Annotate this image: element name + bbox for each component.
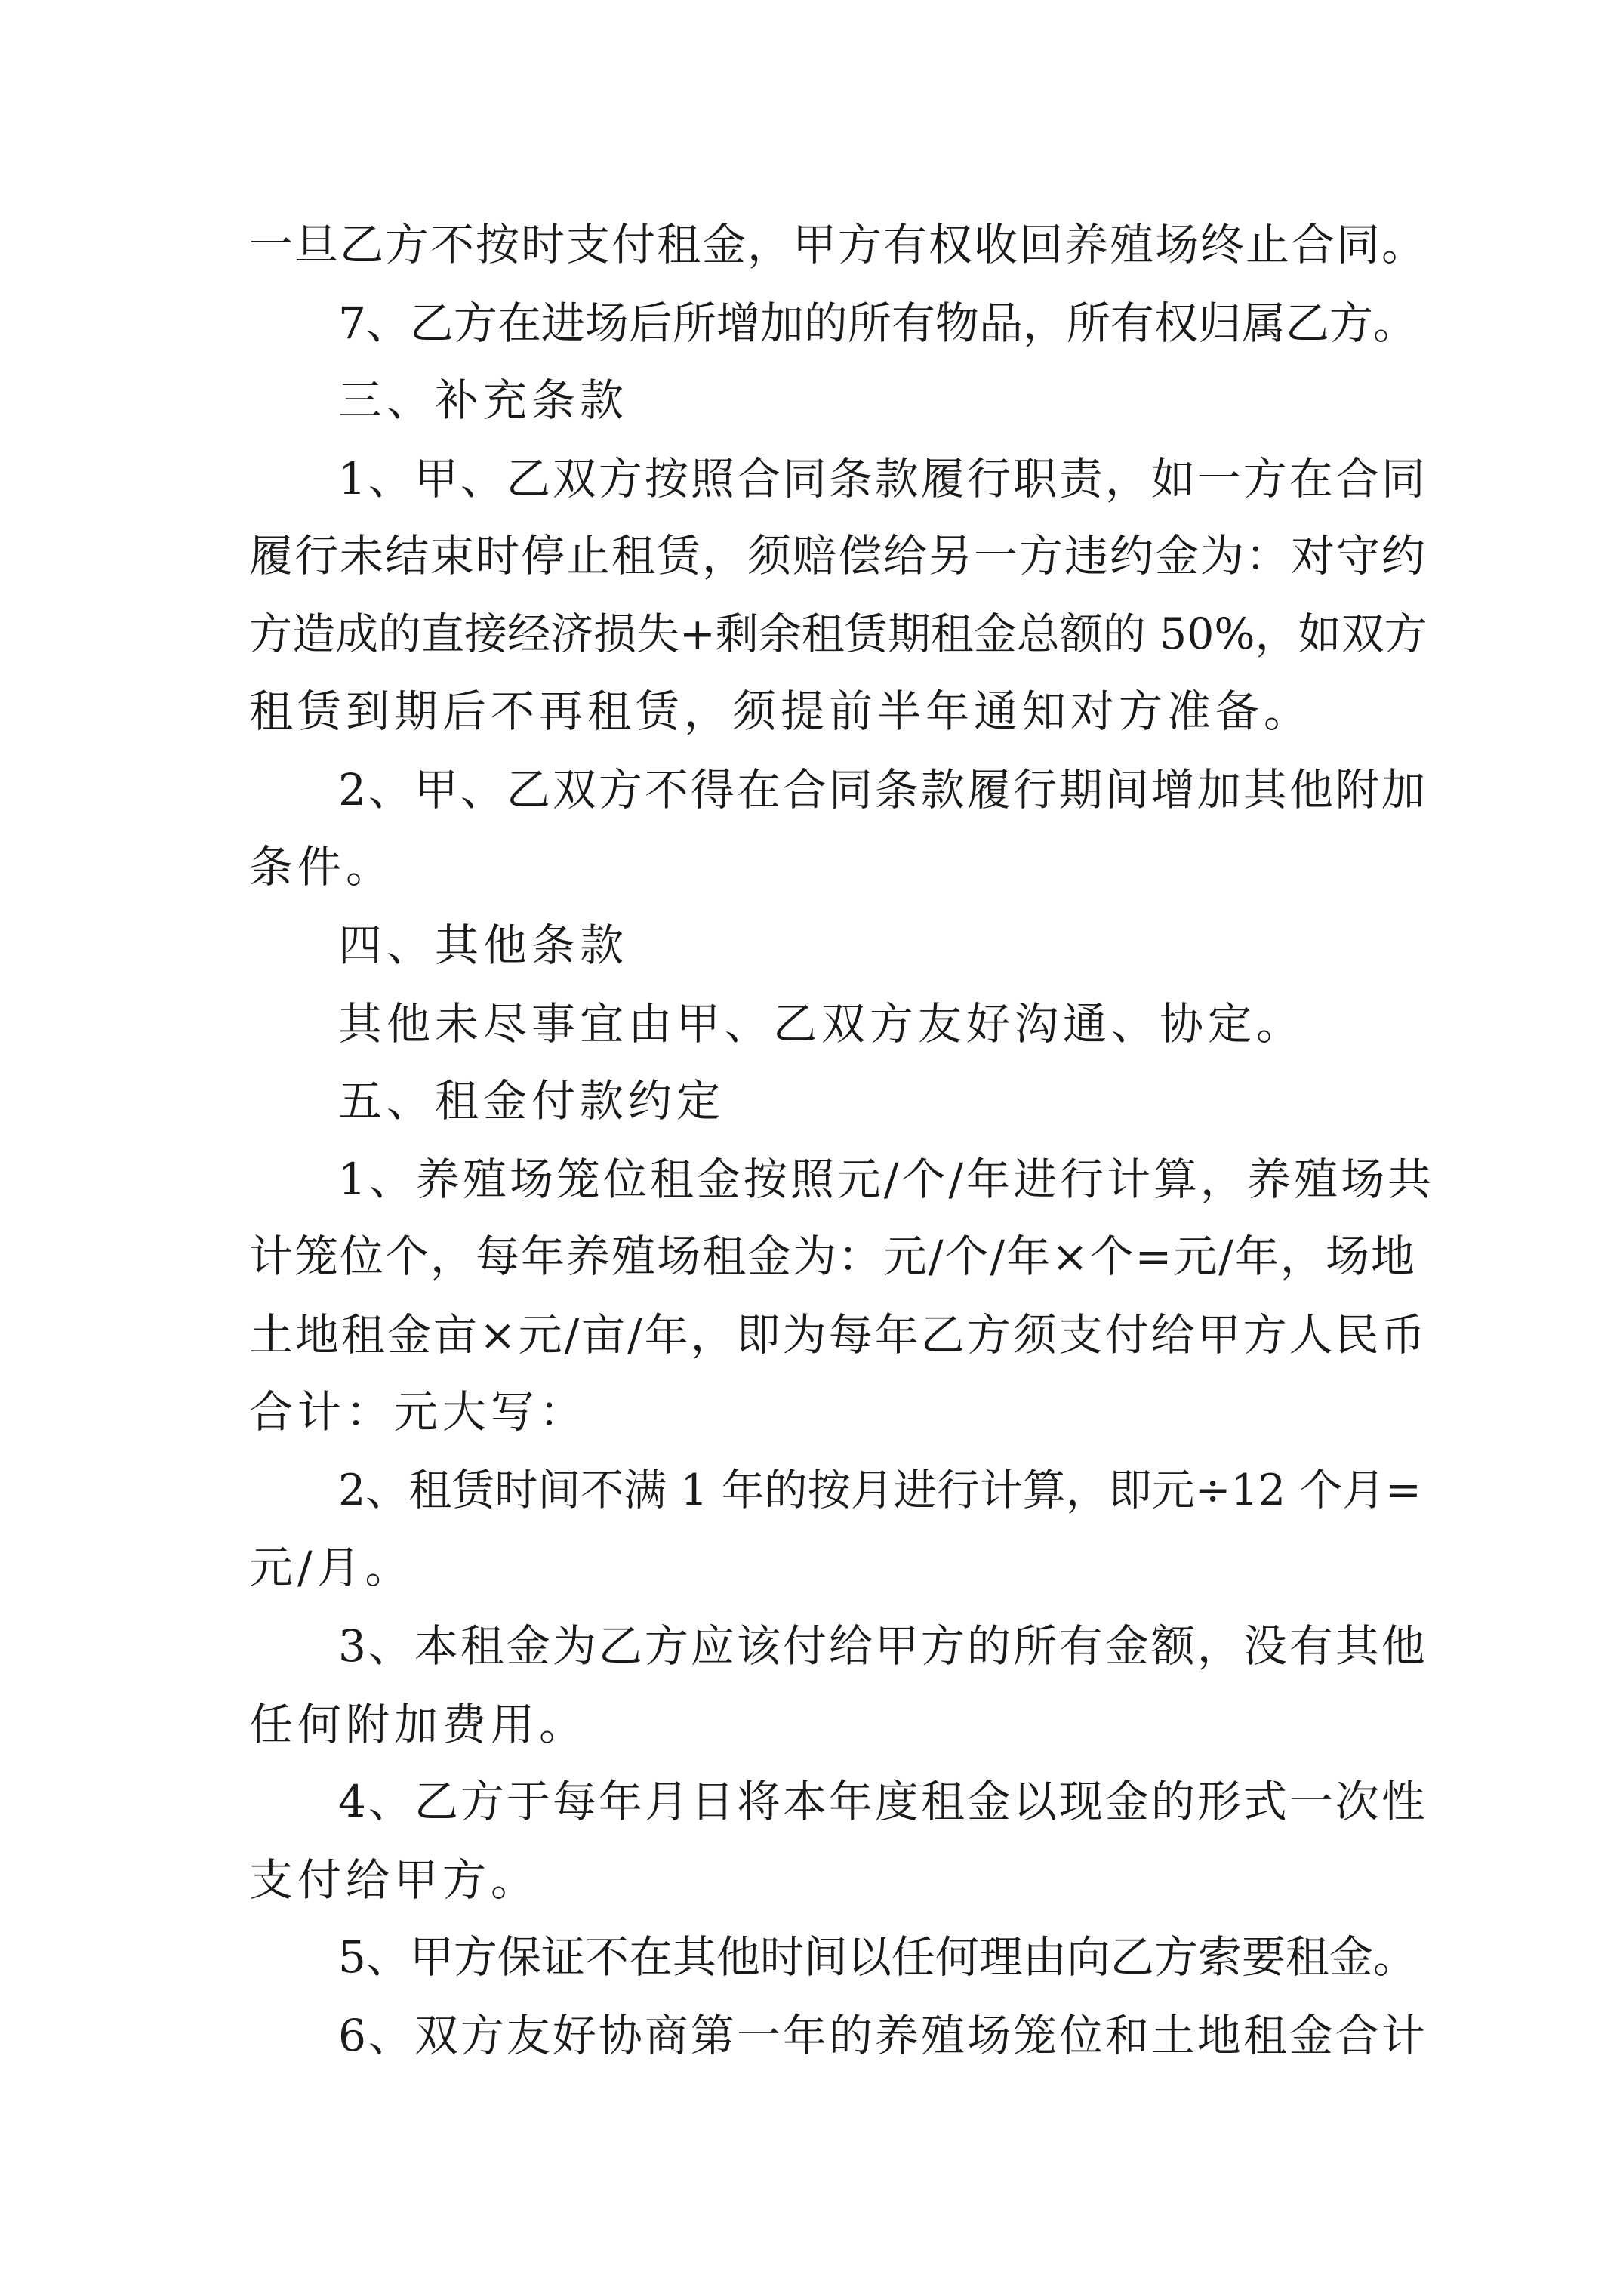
- text-line: 3、本租金为乙方应该付给甲方的所有金额，没有其他: [338, 1620, 1427, 1672]
- text-line: 2、租赁时间不满 1 年的按月进行计算，即元÷12 个月=: [338, 1465, 1421, 1515]
- section-heading: 四、其他条款: [338, 920, 629, 971]
- section-heading: 三、补充条款: [338, 374, 629, 426]
- text-line: 条件。: [249, 841, 395, 892]
- text-line: 4、乙方于每年月日将本年度租金以现金的形式一次性: [338, 1776, 1427, 1827]
- text-line: 7、乙方在进场后所增加的所有物品，所有权归属乙方。: [338, 297, 1417, 349]
- text-line: 6、双方友好协商第一年的养殖场笼位和土地租金合计: [338, 2010, 1427, 2061]
- text-line: 合计：元大写：: [249, 1386, 588, 1438]
- text-line: 1、养殖场笼位租金按照元/个/年进行计算，养殖场共: [338, 1154, 1434, 1205]
- text-line: 支付给甲方。: [249, 1854, 540, 1906]
- text-line: 2、甲、乙双方不得在合同条款履行期间增加其他附加: [338, 764, 1427, 815]
- text-line: 1、甲、乙双方按照合同条款履行职责，如一方在合同: [338, 453, 1427, 504]
- text-line: 一旦乙方不按时支付租金，甲方有权收回养殖场终止合同。: [249, 219, 1427, 270]
- text-line: 方造成的直接经济损失+剩余租赁期租金总额的 50%，如双方: [249, 609, 1427, 659]
- text-line: 租赁到期后不再租赁，须提前半年通知对方准备。: [249, 686, 1313, 737]
- text-line: 履行未结束时停止租赁，须赔偿给另一方违约金为：对守约: [249, 530, 1427, 581]
- text-line: 土地租金亩×元/亩/年，即为每年乙方须支付给甲方人民币: [249, 1309, 1427, 1361]
- text-line: 其他未尽事宜由甲、乙双方友好沟通、协定。: [338, 998, 1305, 1049]
- text-line: 任何附加费用。: [249, 1699, 588, 1750]
- text-line: 元/月。: [249, 1542, 414, 1593]
- text-line: 5、甲方保证不在其他时间以任何理由向乙方索要租金。: [338, 1931, 1417, 1983]
- section-heading: 五、租金付款约定: [338, 1075, 725, 1126]
- text-line: 计笼位个，每年养殖场租金为：元/个/年×个=元/年，场地: [249, 1231, 1416, 1282]
